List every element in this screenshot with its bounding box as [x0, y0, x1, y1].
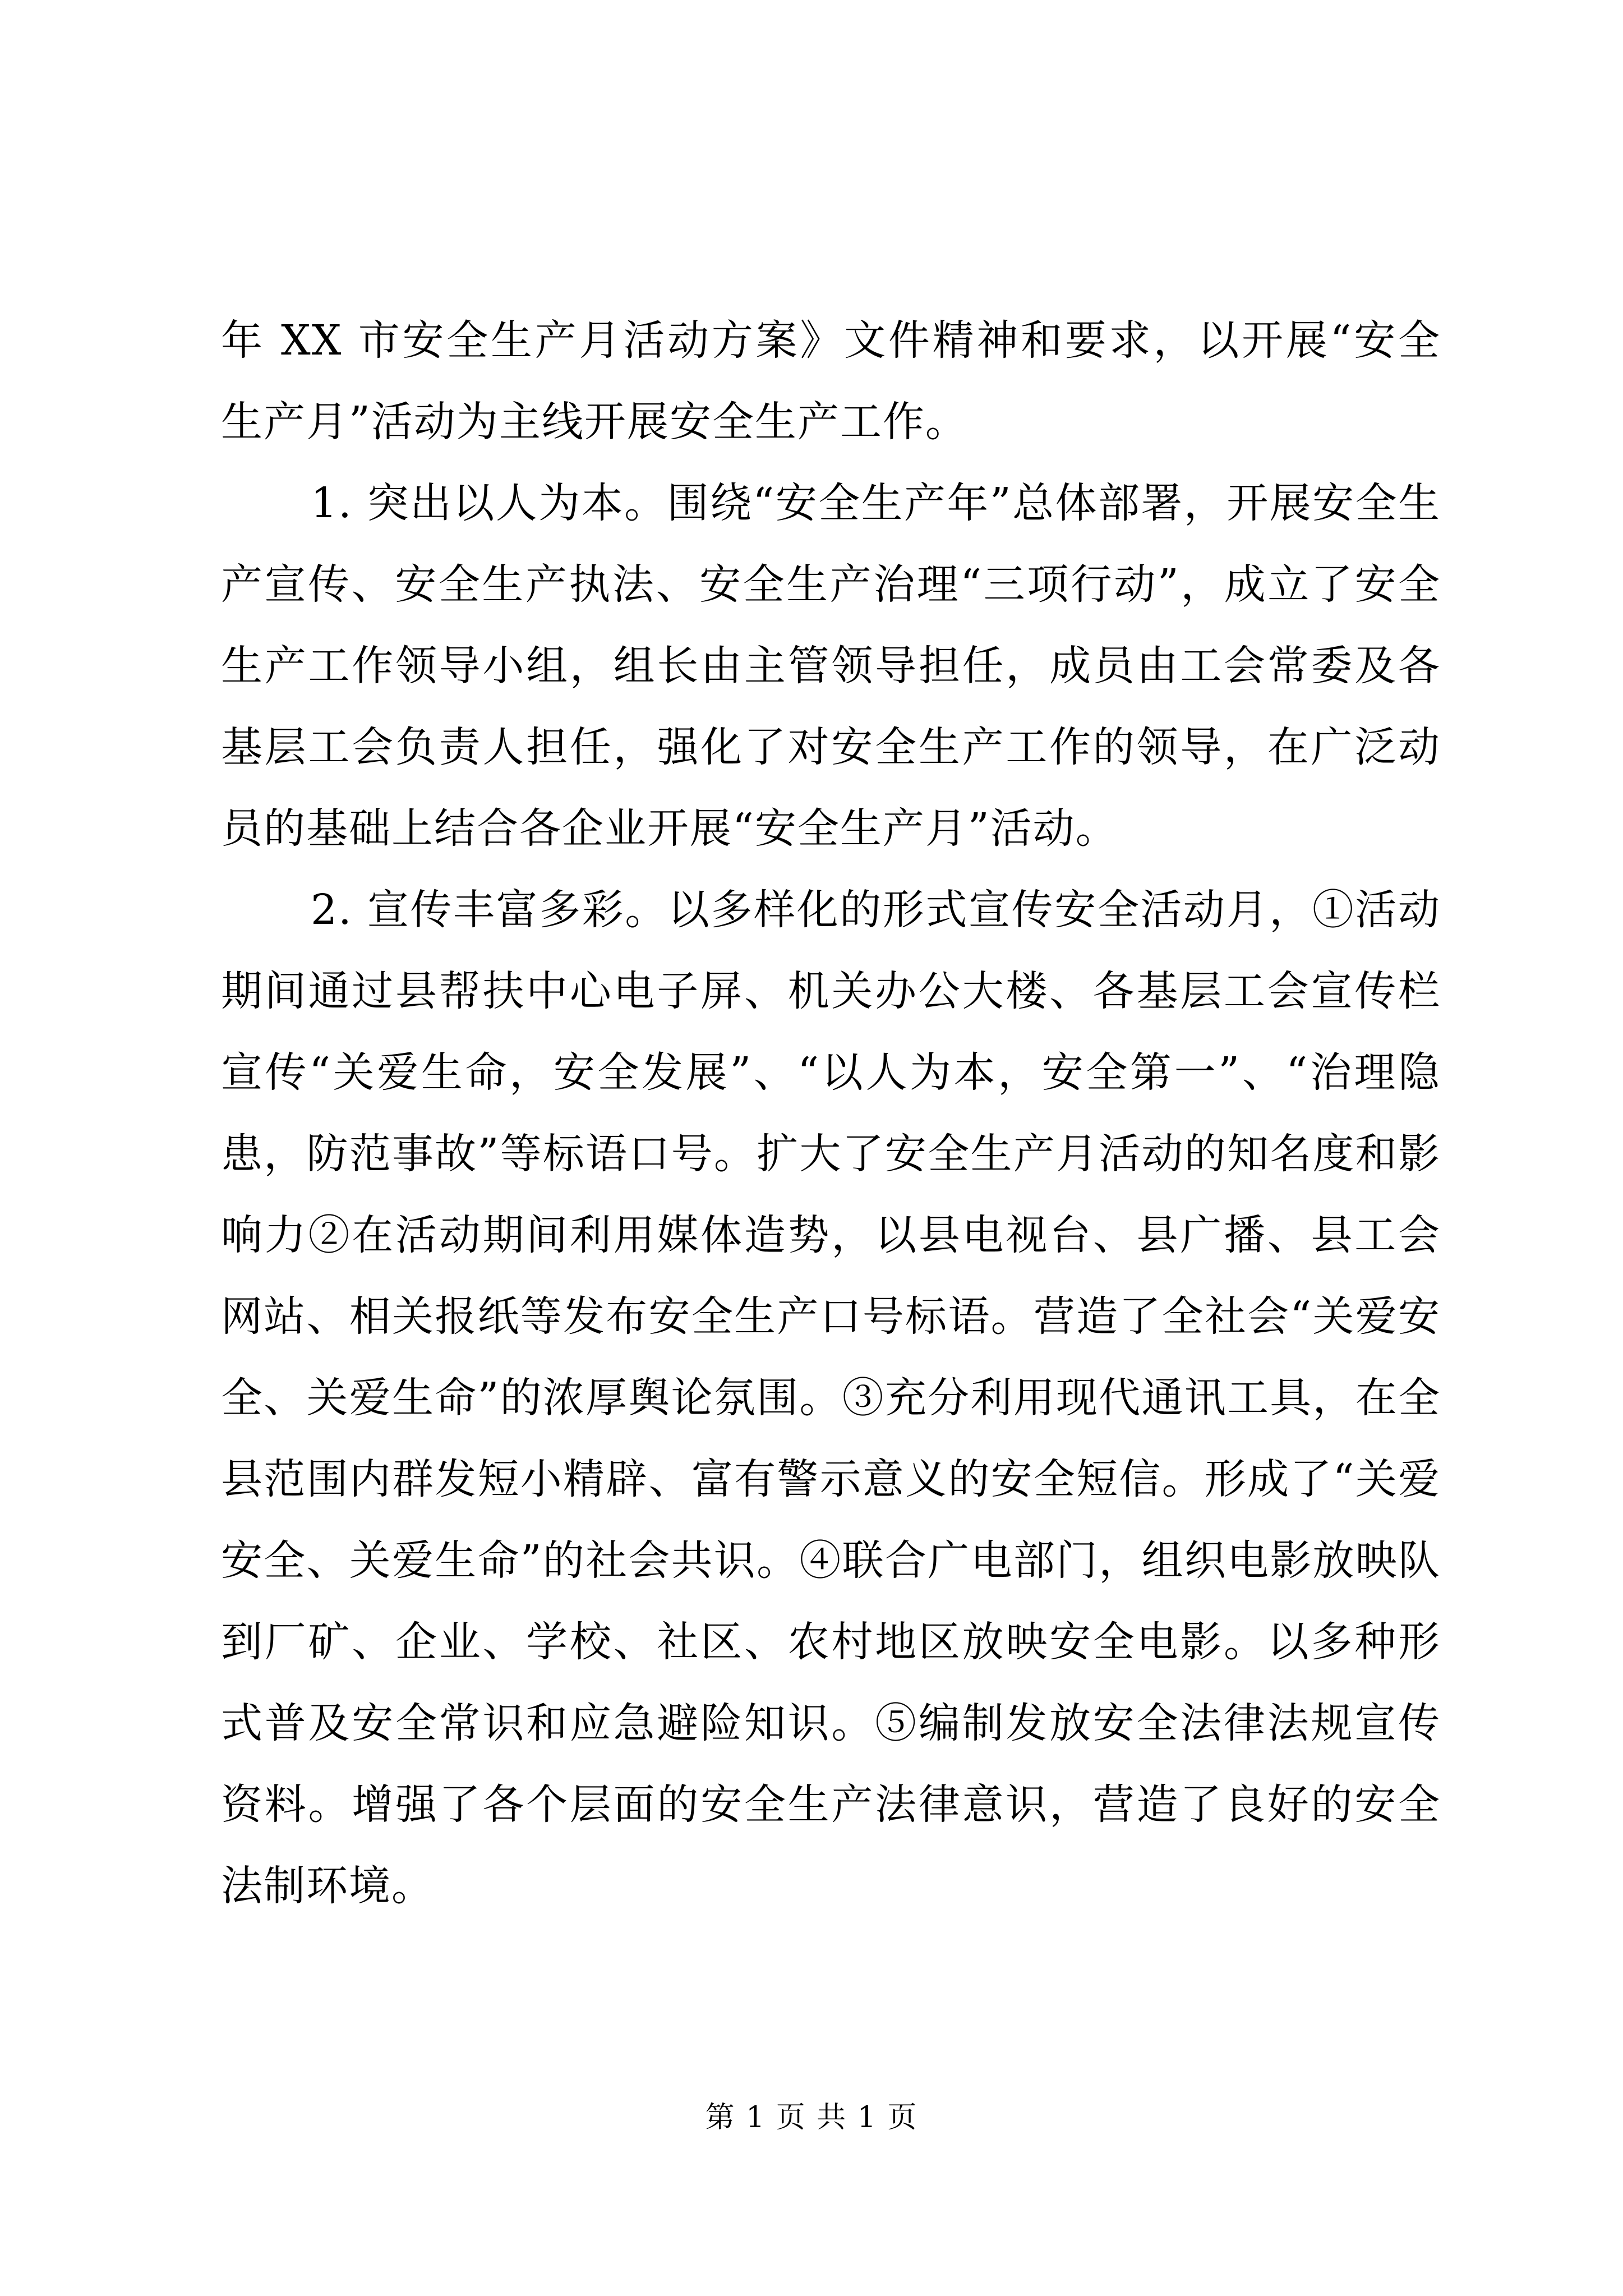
page-footer: 第 1 页 共 1 页 — [705, 2101, 918, 2134]
paragraph-people-oriented: 1. 突出以人为本。围绕“安全生产年”总体部署，开展安全生产宣传、安全生产执法、安全生产治理“三项行动”，成立了安全生产工作领导小组，组长由主管领导担任，成员由工会常委及各基层工会负责人担任，强化了对安全生产工作的领导，在广泛动员的基础上结合各企业开展“安全生产月”活动。 — [221, 479, 1441, 853]
paragraph-publicity: 2. 宣传丰富多彩。以多样化的形式宣传安全活动月，①活动期间通过县帮扶中心电子屏、机关办公大楼、各基层工会宣传栏宣传“关爱生命，安全发展”、“以人为本，安全第一”、“治理隐患，防范事故”等标语口号。扩大了安全生产月活动的知名度和影响力②在活动期间利用媒体造势，以县电视台、县广播、县工会网站、相关报纸等发布安全生产口号标语。营造了全社会“关爱安全、关爱生命”的浓厚舆论氛围。③充分利用现代通讯工具，在全县范围内群发短小精辟、富有警示意义的安全短信。形成了“关爱安全、关爱生命”的社会共识。④联合广电部门，组织电影放映队到厂矿、企业、学校、社区、农村地区放映安全电影。以多种形式普及安全常识和应急避险知识。⑤编制发放安全法律法规宣传资料。增强了各个层面的安全生产法律意识，营造了良好的安全法制环境。 — [221, 886, 1441, 1910]
document-body — [221, 300, 1441, 1927]
paragraph-continuation: 年 XX 市安全生产月活动方案》文件精神和要求，以开展“安全生产月”活动为主线开展安全生产工作。 — [221, 316, 1441, 446]
